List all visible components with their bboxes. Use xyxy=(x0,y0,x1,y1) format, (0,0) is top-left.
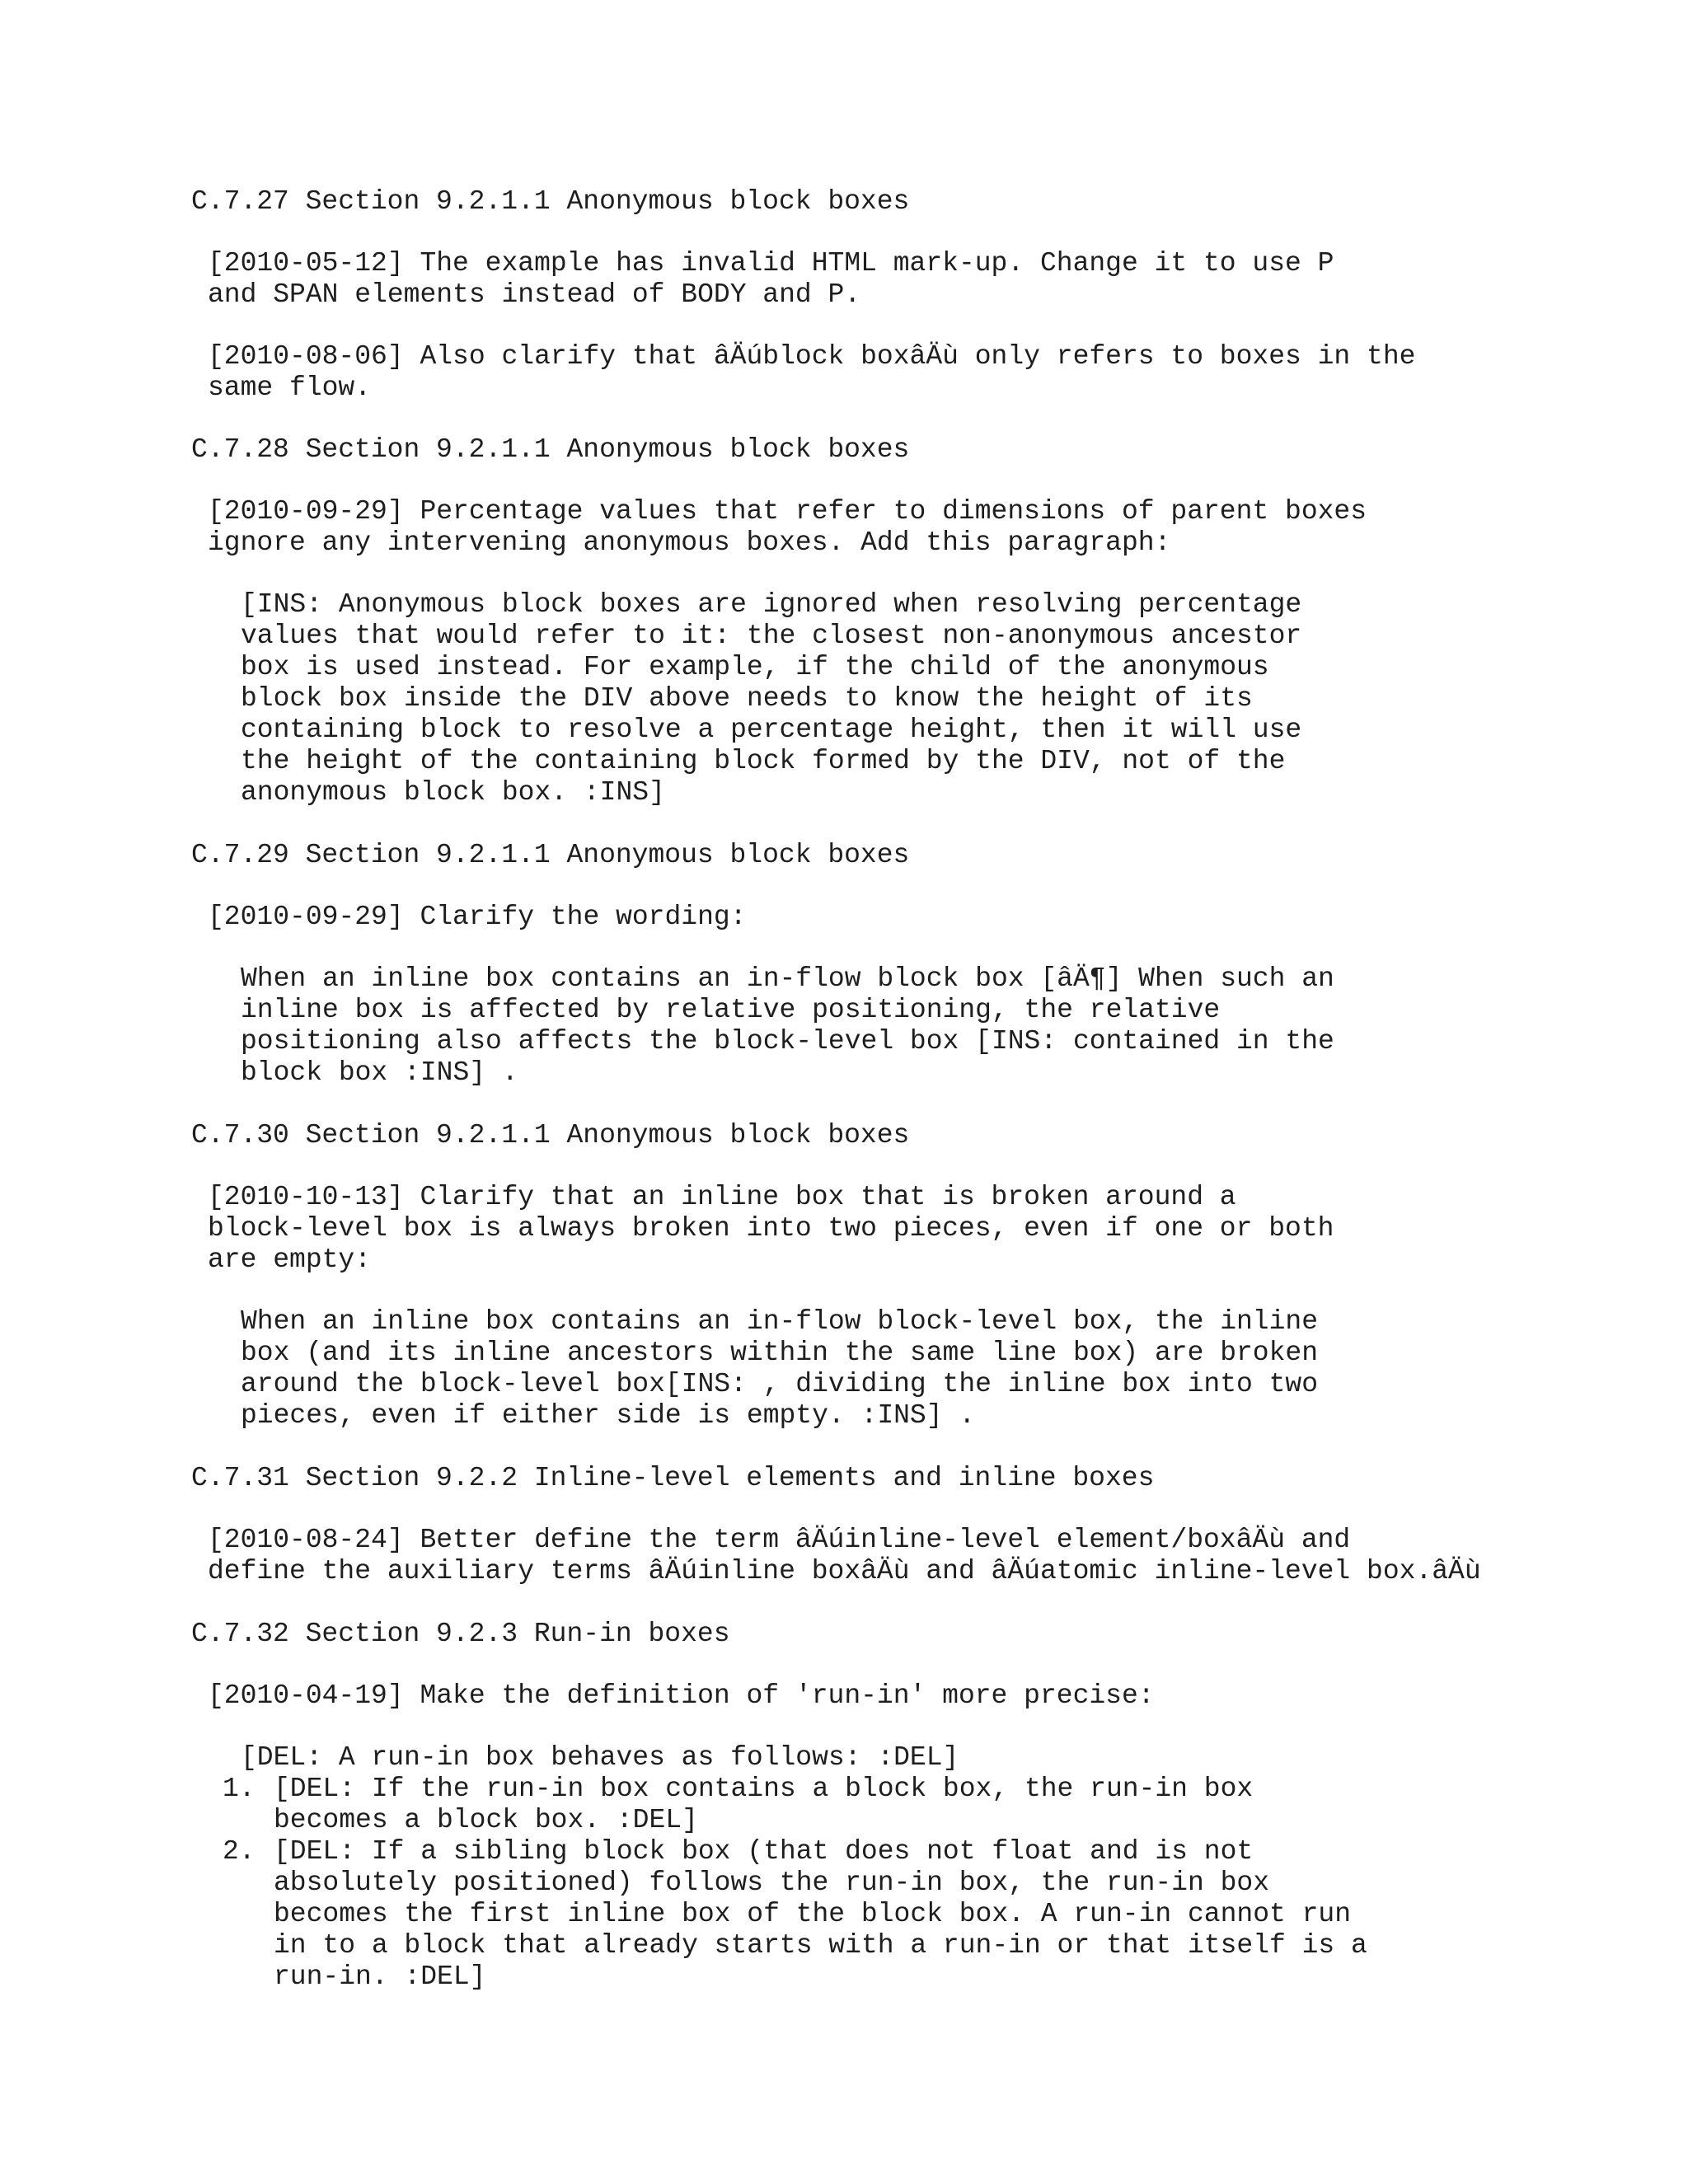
quote-line: inline box is affected by relative positioning, the relative xyxy=(241,995,1221,1025)
entry-line: [2010-09-29] Clarify the wording: xyxy=(208,902,747,932)
list-marker: 2. xyxy=(223,1836,256,1867)
quote-line: anonymous block box. :INS] xyxy=(241,777,665,808)
entry-line: [2010-04-19] Make the definition of 'run-in' more precise: xyxy=(208,1680,1155,1711)
quote-line: block box :INS] . xyxy=(241,1057,518,1088)
quote-line: values that would refer to it: the closest non-anonymous ancestor xyxy=(241,621,1302,651)
deleted-intro: [DEL: A run-in box behaves as follows: :DEL] xyxy=(241,1742,959,1773)
quote-line: box (and its inline ancestors within the same line box) are broken xyxy=(241,1338,1319,1368)
section-heading-c-7-27: C.7.27 Section 9.2.1.1 Anonymous block boxes xyxy=(191,186,910,217)
section-heading-c-7-32: C.7.32 Section 9.2.3 Run-in boxes xyxy=(191,1619,730,1649)
list-item-line: becomes a block box. :DEL] xyxy=(274,1805,698,1835)
entry-line: [2010-09-29] Percentage values that refer to dimensions of parent boxes xyxy=(208,496,1367,527)
entry-line: are empty: xyxy=(208,1244,372,1275)
entry-line: define the auxiliary terms âÄúinline boxâÄù and âÄúatomic inline-level box.âÄù xyxy=(208,1556,1481,1586)
quote-line: block box inside the DIV above needs to know the height of its xyxy=(241,683,1253,714)
list-item-line: absolutely positioned) follows the run-in box, the run-in box xyxy=(274,1868,1269,1898)
quote-line: around the block-level box[INS: , dividing the inline box into two xyxy=(241,1369,1319,1399)
quote-line: pieces, even if either side is empty. :INS] . xyxy=(241,1400,976,1431)
section-heading-c-7-29: C.7.29 Section 9.2.1.1 Anonymous block boxes xyxy=(191,840,910,870)
quote-line: positioning also affects the block-level box [INS: contained in the xyxy=(241,1026,1334,1057)
list-marker: 1. xyxy=(223,1774,256,1804)
list-item-line: in to a block that already starts with a run-in or that itself is a xyxy=(274,1930,1367,1961)
list-item-line: run-in. :DEL] xyxy=(274,1961,486,1992)
entry-line: [2010-08-24] Better define the term âÄúinline-level element/boxâÄù and xyxy=(208,1525,1351,1555)
quote-line: the height of the containing block formed by the DIV, not of the xyxy=(241,746,1286,776)
section-heading-c-7-30: C.7.30 Section 9.2.1.1 Anonymous block boxes xyxy=(191,1120,910,1151)
quote-line: box is used instead. For example, if the child of the anonymous xyxy=(241,652,1269,682)
entry-line: ignore any intervening anonymous boxes. Add this paragraph: xyxy=(208,527,1171,558)
section-heading-c-7-31: C.7.31 Section 9.2.2 Inline-level elements and inline boxes xyxy=(191,1463,1155,1493)
list-item-line: becomes the first inline box of the block box. A run-in cannot run xyxy=(274,1899,1352,1929)
entry-line: [2010-05-12] The example has invalid HTML mark-up. Change it to use P xyxy=(208,248,1334,279)
quote-line: containing block to resolve a percentage height, then it will use xyxy=(241,715,1302,745)
entry-line: block-level box is always broken into two pieces, even if one or both xyxy=(208,1213,1334,1244)
quote-line: When an inline box contains an in-flow block box [âÄ¶] When such an xyxy=(241,963,1334,994)
entry-line: and SPAN elements instead of BODY and P. xyxy=(208,279,861,310)
entry-line: [2010-10-13] Clarify that an inline box that is broken around a xyxy=(208,1182,1236,1212)
quote-line: [INS: Anonymous block boxes are ignored when resolving percentage xyxy=(241,589,1302,620)
list-item-line: [DEL: If a sibling block box (that does not float and is not xyxy=(274,1836,1254,1867)
list-item-line: [DEL: If the run-in box contains a block box, the run-in box xyxy=(274,1774,1254,1804)
quote-line: When an inline box contains an in-flow block-level box, the inline xyxy=(241,1306,1319,1337)
entry-line: [2010-08-06] Also clarify that âÄúblock boxâÄù only refers to boxes in the xyxy=(208,341,1416,372)
entry-line: same flow. xyxy=(208,373,372,403)
section-heading-c-7-28: C.7.28 Section 9.2.1.1 Anonymous block boxes xyxy=(191,434,910,465)
